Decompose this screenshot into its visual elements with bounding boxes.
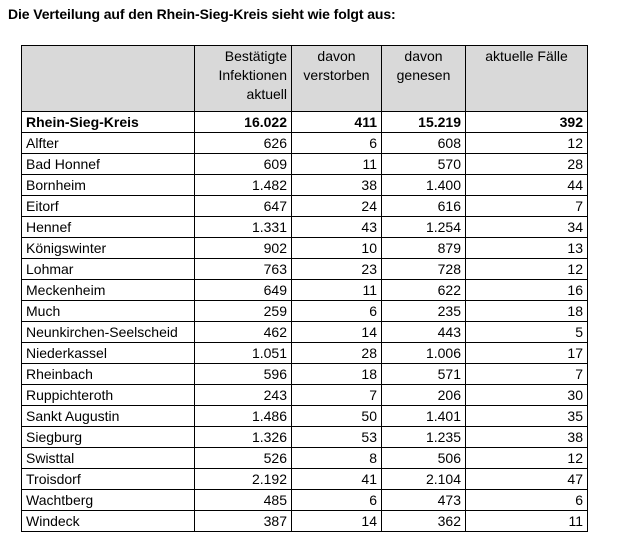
table-row: [22, 322, 588, 343]
cell-active: 28: [466, 154, 588, 175]
cell-active: 44: [466, 175, 588, 196]
cell-infected: 526: [195, 448, 292, 469]
cell-active: 34: [466, 217, 588, 238]
cell-deaths: 411: [292, 112, 382, 133]
header-recovered-line-1: davon: [404, 48, 443, 64]
cell-recovered: 506: [382, 448, 466, 469]
cell-recovered: 235: [382, 301, 466, 322]
cell-active: 5: [466, 322, 588, 343]
cell-recovered: 473: [382, 490, 466, 511]
cell-district: Königswinter: [22, 238, 195, 259]
header-active-line-1: aktuelle Fälle: [485, 48, 568, 64]
cell-recovered: 879: [382, 238, 466, 259]
cell-infected: 902: [195, 238, 292, 259]
cell-district: Bornheim: [22, 175, 195, 196]
cell-infected: 243: [195, 385, 292, 406]
table-row: [22, 133, 588, 154]
cell-infected: 596: [195, 364, 292, 385]
cell-deaths: 18: [292, 364, 382, 385]
cell-deaths: 43: [292, 217, 382, 238]
cell-infected: 462: [195, 322, 292, 343]
header-confirmed-line-1: Bestätigte: [224, 48, 287, 64]
cell-recovered: 1.006: [382, 343, 466, 364]
cell-deaths: 14: [292, 511, 382, 532]
cell-district: Hennef: [22, 217, 195, 238]
cell-active: 30: [466, 385, 588, 406]
district-distribution-table: [21, 45, 588, 532]
cell-infected: 649: [195, 280, 292, 301]
cell-recovered: 443: [382, 322, 466, 343]
table-row: [22, 469, 588, 490]
header-recovered: [382, 46, 466, 112]
cell-active: 12: [466, 448, 588, 469]
header-district: [22, 46, 195, 112]
cell-infected: 1.482: [195, 175, 292, 196]
cell-active: 38: [466, 427, 588, 448]
cell-active: 392: [466, 112, 588, 133]
header-deceased: [292, 46, 382, 112]
table-row-total: [22, 112, 588, 133]
cell-deaths: 28: [292, 343, 382, 364]
cell-infected: 1.486: [195, 406, 292, 427]
cell-district: Rheinbach: [22, 364, 195, 385]
cell-infected: 259: [195, 301, 292, 322]
cell-district: Lohmar: [22, 259, 195, 280]
cell-infected: 2.192: [195, 469, 292, 490]
cell-deaths: 6: [292, 490, 382, 511]
cell-district: Rhein-Sieg-Kreis: [22, 112, 195, 133]
cell-deaths: 41: [292, 469, 382, 490]
cell-deaths: 8: [292, 448, 382, 469]
cell-district: Alfter: [22, 133, 195, 154]
cell-district: Niederkassel: [22, 343, 195, 364]
cell-active: 13: [466, 238, 588, 259]
cell-deaths: 50: [292, 406, 382, 427]
header-confirmed-infections: [195, 46, 292, 112]
cell-deaths: 24: [292, 196, 382, 217]
table-row: [22, 427, 588, 448]
cell-recovered: 571: [382, 364, 466, 385]
cell-active: 6: [466, 490, 588, 511]
cell-recovered: 608: [382, 133, 466, 154]
cell-deaths: 11: [292, 154, 382, 175]
cell-active: 11: [466, 511, 588, 532]
cell-recovered: 728: [382, 259, 466, 280]
cell-infected: 16.022: [195, 112, 292, 133]
cell-district: Much: [22, 301, 195, 322]
table-row: [22, 196, 588, 217]
cell-deaths: 7: [292, 385, 382, 406]
cell-district: Sankt Augustin: [22, 406, 195, 427]
cell-infected: 485: [195, 490, 292, 511]
cell-active: 7: [466, 364, 588, 385]
cell-recovered: 1.401: [382, 406, 466, 427]
cell-active: 12: [466, 259, 588, 280]
cell-recovered: 1.235: [382, 427, 466, 448]
cell-active: 47: [466, 469, 588, 490]
cell-recovered: 2.104: [382, 469, 466, 490]
header-deceased-line-2: verstorben: [303, 67, 370, 83]
header-active-cases: [466, 46, 588, 112]
header-deceased-line-1: davon: [317, 48, 356, 64]
cell-deaths: 10: [292, 238, 382, 259]
table-row: [22, 217, 588, 238]
table-row: [22, 511, 588, 532]
table-row: [22, 490, 588, 511]
table-row: [22, 154, 588, 175]
cell-district: Wachtberg: [22, 490, 195, 511]
cell-infected: 1.331: [195, 217, 292, 238]
cell-district: Bad Honnef: [22, 154, 195, 175]
cell-active: 7: [466, 196, 588, 217]
page-heading: Die Verteilung auf den Rhein-Sieg-Kreis sieht wie folgt aus:: [8, 6, 396, 22]
cell-district: Swisttal: [22, 448, 195, 469]
cell-recovered: 622: [382, 280, 466, 301]
cell-district: Eitorf: [22, 196, 195, 217]
cell-deaths: 6: [292, 301, 382, 322]
cell-district: Neunkirchen-Seelscheid: [22, 322, 195, 343]
cell-recovered: 362: [382, 511, 466, 532]
cell-infected: 647: [195, 196, 292, 217]
cell-district: Siegburg: [22, 427, 195, 448]
cell-recovered: 616: [382, 196, 466, 217]
cell-infected: 609: [195, 154, 292, 175]
table-row: [22, 385, 588, 406]
cell-infected: 763: [195, 259, 292, 280]
cell-recovered: 570: [382, 154, 466, 175]
cell-district: Windeck: [22, 511, 195, 532]
cell-infected: 1.051: [195, 343, 292, 364]
table-row: [22, 259, 588, 280]
cell-infected: 387: [195, 511, 292, 532]
table-row: [22, 343, 588, 364]
cell-deaths: 6: [292, 133, 382, 154]
table-row: [22, 301, 588, 322]
cell-deaths: 53: [292, 427, 382, 448]
cell-active: 12: [466, 133, 588, 154]
cell-active: 18: [466, 301, 588, 322]
cell-district: Ruppichteroth: [22, 385, 195, 406]
cell-deaths: 38: [292, 175, 382, 196]
cell-recovered: 15.219: [382, 112, 466, 133]
cell-active: 17: [466, 343, 588, 364]
cell-active: 16: [466, 280, 588, 301]
table-row: [22, 364, 588, 385]
cell-recovered: 206: [382, 385, 466, 406]
cell-infected: 626: [195, 133, 292, 154]
table-header-row: [22, 46, 588, 112]
table-row: [22, 238, 588, 259]
cell-recovered: 1.400: [382, 175, 466, 196]
table-row: [22, 280, 588, 301]
header-confirmed-line-2: Infektionen: [218, 67, 287, 83]
table-row: [22, 448, 588, 469]
cell-deaths: 14: [292, 322, 382, 343]
header-confirmed-line-3: aktuell: [246, 86, 287, 102]
table-row: [22, 175, 588, 196]
header-recovered-line-2: genesen: [396, 67, 451, 83]
table-row: [22, 406, 588, 427]
cell-district: Troisdorf: [22, 469, 195, 490]
cell-active: 35: [466, 406, 588, 427]
cell-infected: 1.326: [195, 427, 292, 448]
cell-district: Meckenheim: [22, 280, 195, 301]
cell-deaths: 11: [292, 280, 382, 301]
cell-recovered: 1.254: [382, 217, 466, 238]
cell-deaths: 23: [292, 259, 382, 280]
